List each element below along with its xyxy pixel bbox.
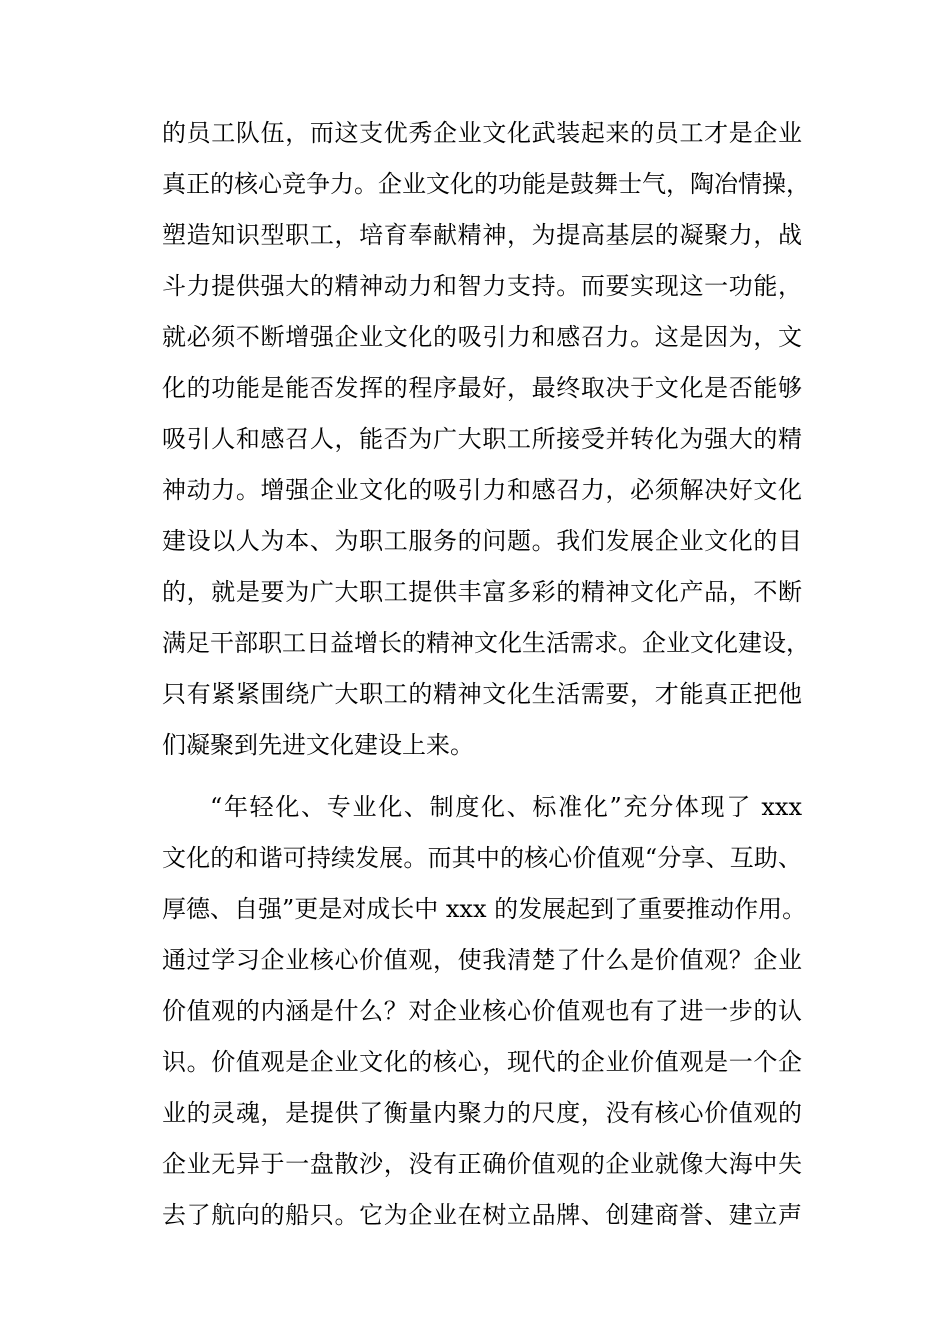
paragraph-1	[162, 108, 810, 771]
text-line: 企业无异于一盘散沙，没有正确价值观的企业就像大海中失	[162, 1150, 802, 1178]
text-line: 只有紧紧围绕广大职工的精神文化生活需要，才能真正把他	[162, 680, 802, 708]
text-line: 神动力。增强企业文化的吸引力和感召力，必须解决好文化	[162, 476, 802, 504]
text-line: 价值观的内涵是什么？对企业核心价值观也有了进一步的认	[162, 997, 802, 1025]
text-line: 的，就是要为广大职工提供丰富多彩的精神文化产品，不断	[162, 578, 802, 606]
text-line: 文化的和谐可持续发展。而其中的核心价值观“分享、互助、	[162, 844, 802, 872]
text-line: 识。价值观是企业文化的核心，现代的企业价值观是一个企	[162, 1048, 802, 1076]
text-line: 去了航向的船只。它为企业在树立品牌、创建商誉、建立声	[162, 1201, 802, 1229]
text-line: 斗力提供强大的精神动力和智力支持。而要实现这一功能，	[162, 272, 802, 300]
text-line: 满足干部职工日益增长的精神文化生活需求。企业文化建设，	[162, 629, 810, 657]
text-line: 塑造知识型职工，培育奉献精神，为提高基层的凝聚力，战	[162, 221, 802, 249]
text-line: 们凝聚到先进文化建设上来。	[162, 731, 474, 759]
text-line: 化的功能是能否发挥的程序最好，最终取决于文化是否能够	[162, 374, 802, 402]
text-line: 就必须不断增强企业文化的吸引力和感召力。这是因为，文	[162, 323, 802, 351]
text-line: 吸引人和感召人，能否为广大职工所接受并转化为强大的精	[162, 425, 802, 453]
text-line: 真正的核心竞争力。企业文化的功能是鼓舞士气，陶冶情操，	[162, 170, 810, 198]
text-line: 建设以人为本、为职工服务的问题。我们发展企业文化的目	[162, 527, 802, 555]
text-line: “年轻化、专业化、制度化、标准化”充分体现了 xxx	[210, 793, 802, 821]
text-line: 厚德、自强”更是对成长中 xxx 的发展起到了重要推动作用。	[162, 895, 807, 923]
text-line: 的员工队伍，而这支优秀企业文化武装起来的员工才是企业	[162, 119, 802, 147]
text-line: 业的灵魂，是提供了衡量内聚力的尺度，没有核心价值观的	[162, 1099, 802, 1127]
text-line: 通过学习企业核心价值观，使我清楚了什么是价值观？企业	[162, 946, 802, 974]
paragraph-2	[162, 782, 807, 1241]
